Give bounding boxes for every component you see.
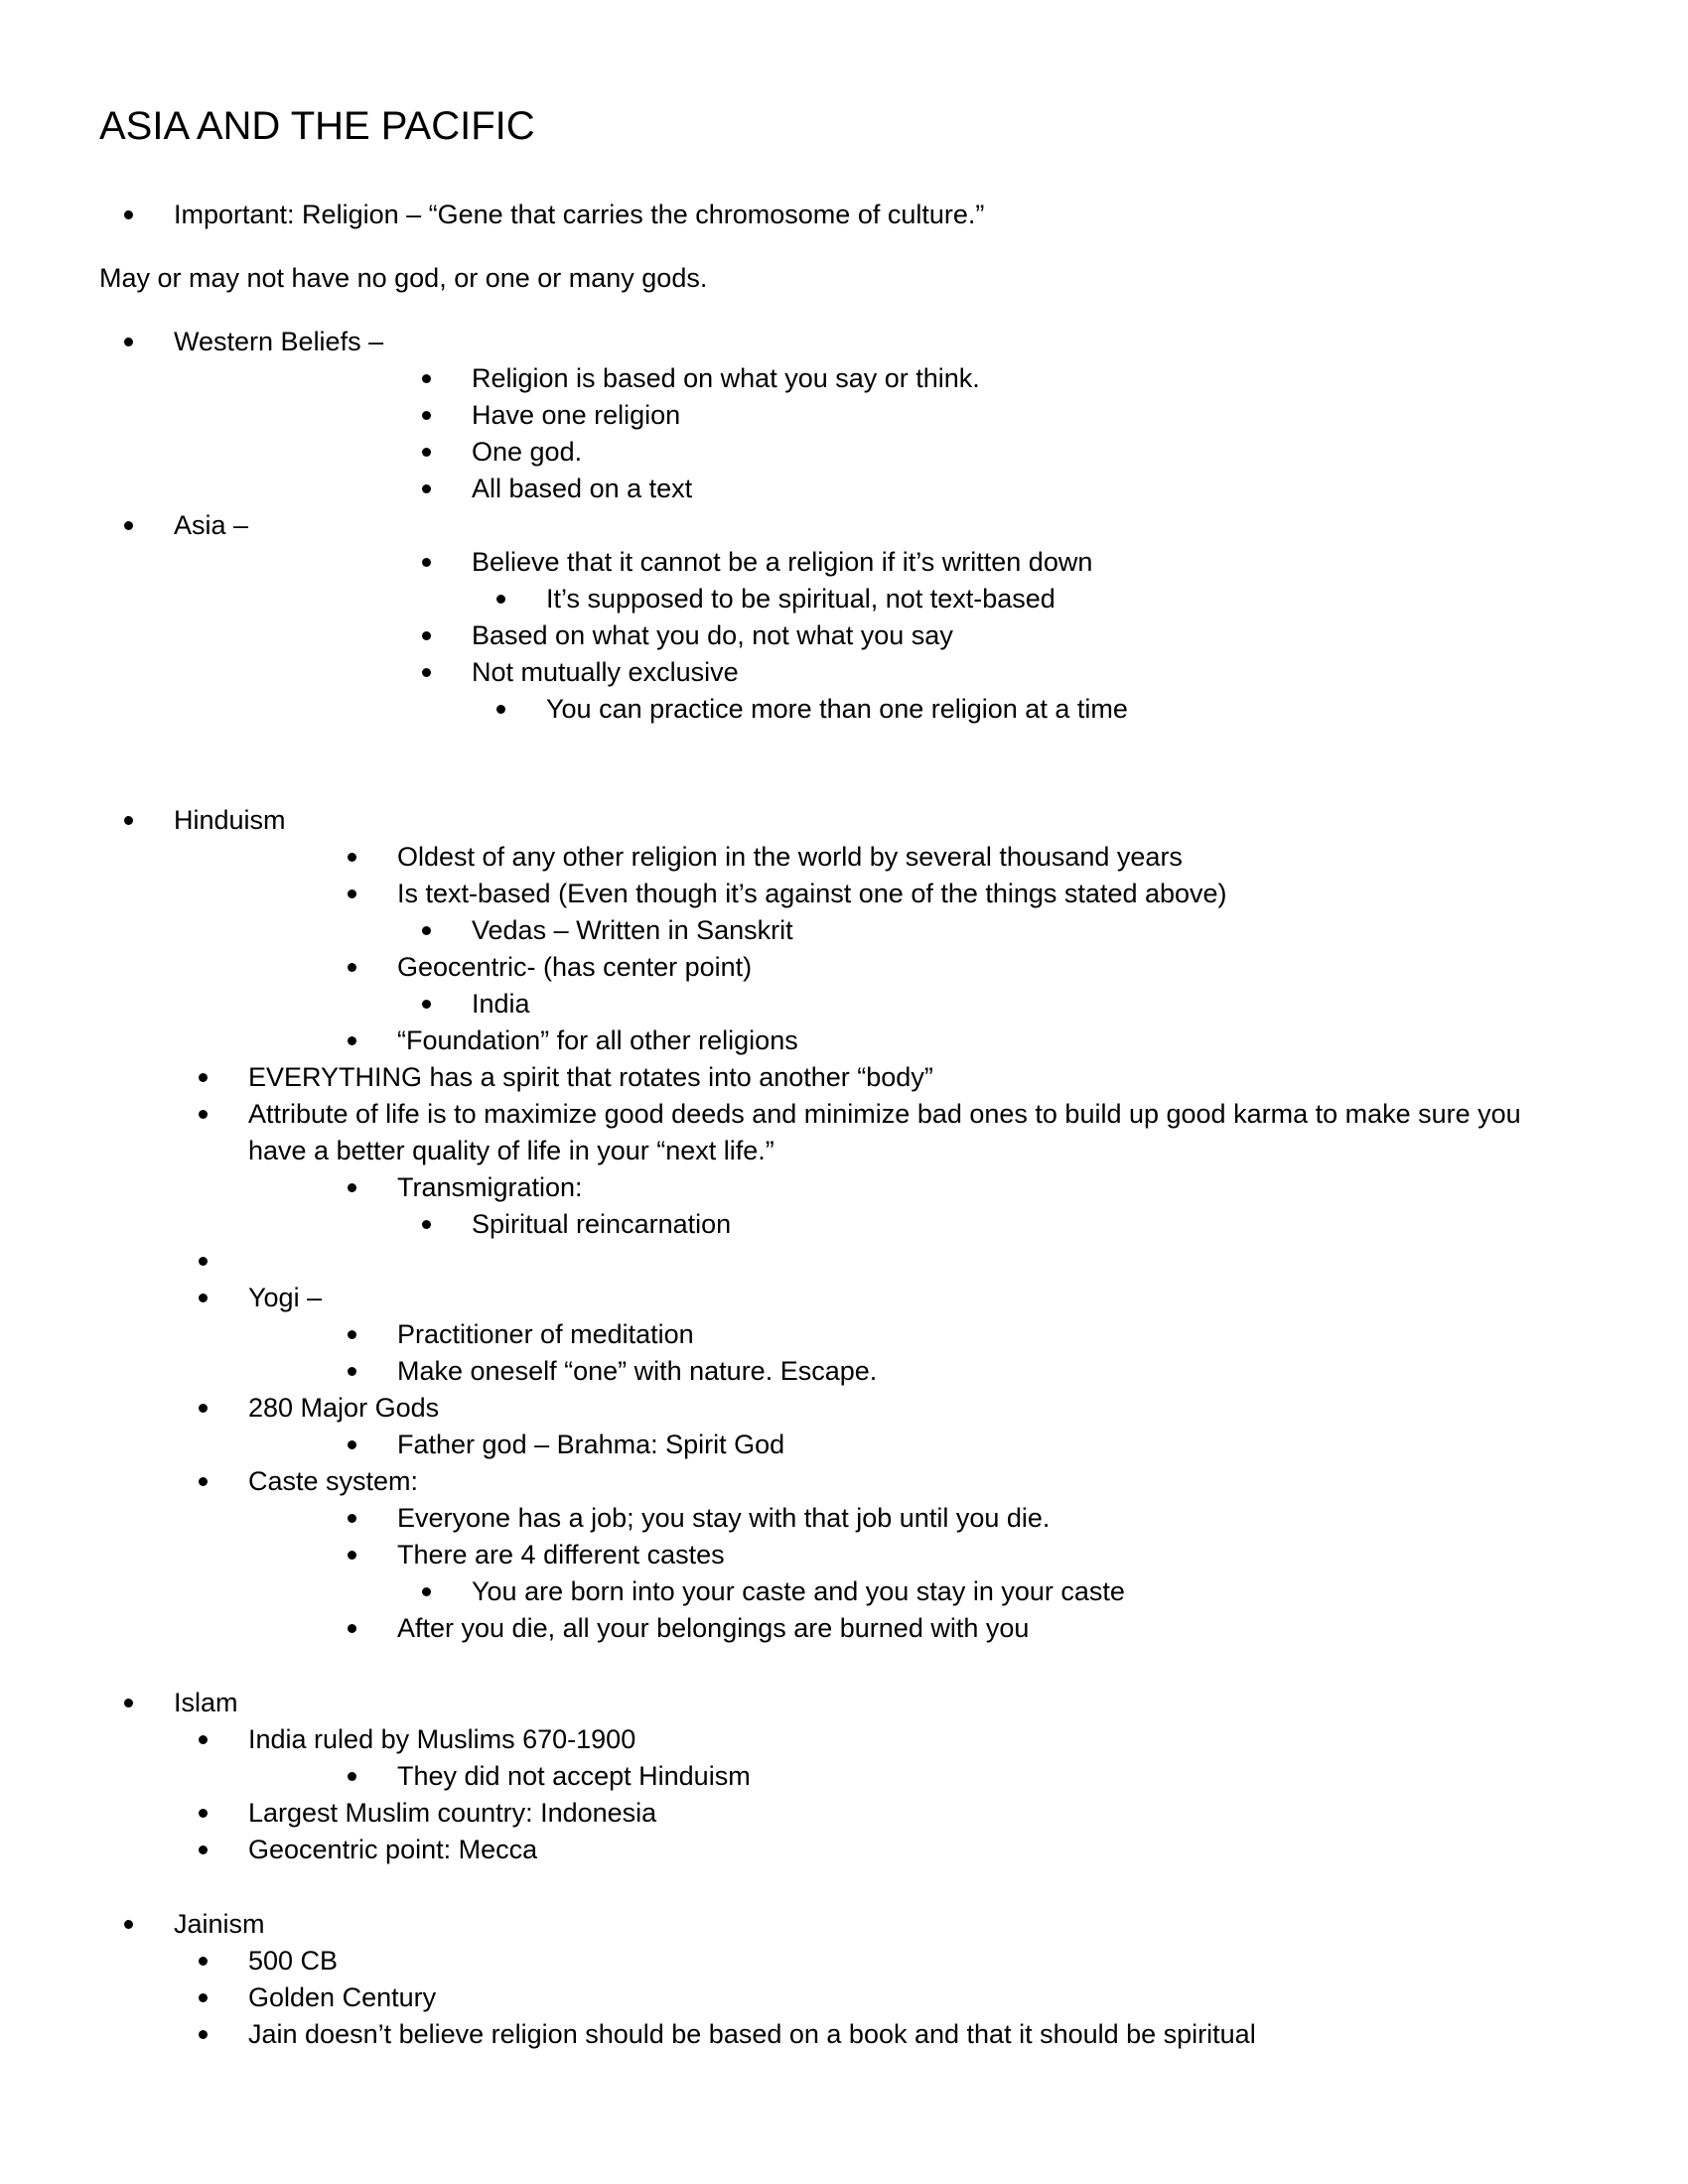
line-western-3: One god. <box>472 437 583 467</box>
bullet-important <box>124 210 133 219</box>
bullet-jain-2 <box>199 1993 208 2002</box>
line-islam-3: Geocentric point: Mecca <box>248 1835 538 1864</box>
line-jain-3: Jain doesn’t believe religion should be based on a book and that it should be spiritual <box>248 2019 1256 2049</box>
line-asia-1: Believe that it cannot be a religion if it’s written down <box>472 547 1093 577</box>
bullet-hindu-3a <box>422 1000 431 1009</box>
bullet-western-4 <box>422 484 431 493</box>
bullet-hindu-1 <box>348 853 356 862</box>
line-western-4: All based on a text <box>472 474 693 503</box>
line-western-2: Have one religion <box>472 400 681 430</box>
bullet-caste-3 <box>348 1624 356 1633</box>
bullet-asia-3 <box>422 668 431 677</box>
bullet-jain-3 <box>199 2030 208 2039</box>
line-islam-1: India ruled by Muslims 670-1900 <box>248 1724 636 1754</box>
line-gods-1: Father god – Brahma: Spirit God <box>397 1430 785 1459</box>
line-asia-3a: You can practice more than one religion at a time <box>546 694 1128 724</box>
line-hindu-6: Attribute of life is to maximize good deeds and minimize bad ones to build up good karma to make sure you <box>248 1099 1521 1129</box>
bullet-western-beliefs <box>124 338 133 346</box>
bullet-western-3 <box>422 448 431 457</box>
bullet-yogi-2 <box>348 1367 356 1376</box>
line-hindu-5: EVERYTHING has a spirit that rotates into another “body” <box>248 1062 933 1092</box>
bullet-gods <box>199 1404 208 1413</box>
line-jain-2: Golden Century <box>248 1982 437 2012</box>
line-may-or-may-not: May or may not have no god, or one or many gods. <box>99 263 708 293</box>
line-asia-3: Not mutually exclusive <box>472 657 739 687</box>
bullet-hindu-2 <box>348 889 356 898</box>
line-asia-1a: It’s supposed to be spiritual, not text-based <box>546 584 1055 614</box>
line-important: Important: Religion – “Gene that carries the chromosome of culture.” <box>174 200 985 229</box>
bullet-hindu-6a-i <box>422 1220 431 1229</box>
line-yogi-2: Make oneself “one” with nature. Escape. <box>397 1356 878 1386</box>
bullet-yogi <box>199 1294 208 1302</box>
bullet-hindu-2a <box>422 926 431 935</box>
line-hindu-1: Oldest of any other religion in the world by several thousand years <box>397 842 1183 872</box>
line-asia-2: Based on what you do, not what you say <box>472 620 953 650</box>
line-islam: Islam <box>174 1688 238 1717</box>
bullet-islam-1a <box>348 1772 356 1781</box>
bullet-caste-2 <box>348 1551 356 1560</box>
line-asia: Asia – <box>174 510 249 540</box>
line-gods: 280 Major Gods <box>248 1393 440 1423</box>
bullet-caste-1 <box>348 1514 356 1523</box>
bullet-asia-2 <box>422 631 431 640</box>
bullet-hindu-3 <box>348 963 356 972</box>
bullet-yogi-1 <box>348 1330 356 1339</box>
bullet-jain-1 <box>199 1957 208 1966</box>
bullet-islam-3 <box>199 1845 208 1854</box>
bullet-asia-1a <box>496 595 505 604</box>
bullet-hindu-6 <box>199 1110 208 1119</box>
bullet-islam-1 <box>199 1735 208 1744</box>
line-jainism: Jainism <box>174 1909 265 1939</box>
bullet-asia <box>124 521 133 530</box>
bullet-hindu-empty <box>199 1257 208 1266</box>
line-islam-1a: They did not accept Hinduism <box>397 1761 751 1791</box>
line-hindu-2a: Vedas – Written in Sanskrit <box>472 915 793 945</box>
bullet-asia-1 <box>422 558 431 567</box>
line-hindu-6-cont: have a better quality of life in your “next life.” <box>248 1136 774 1165</box>
bullet-hindu-5 <box>199 1073 208 1082</box>
line-western-1: Religion is based on what you say or think. <box>472 363 980 393</box>
line-jain-1: 500 CB <box>248 1946 339 1976</box>
bullet-gods-1 <box>348 1440 356 1449</box>
bullet-western-2 <box>422 411 431 420</box>
bullet-islam-2 <box>199 1809 208 1818</box>
line-yogi-1: Practitioner of meditation <box>397 1319 694 1349</box>
line-caste-2: There are 4 different castes <box>397 1540 725 1570</box>
line-caste-1: Everyone has a job; you stay with that job until you die. <box>397 1503 1051 1533</box>
bullet-hindu-6a <box>348 1183 356 1192</box>
line-hindu-3a: India <box>472 989 530 1019</box>
line-caste-2a: You are born into your caste and you stay in your caste <box>472 1576 1125 1606</box>
line-hindu-6a: Transmigration: <box>397 1172 583 1202</box>
bullet-caste <box>199 1477 208 1486</box>
line-islam-2: Largest Muslim country: Indonesia <box>248 1798 657 1828</box>
line-hindu-3: Geocentric- (has center point) <box>397 952 753 982</box>
line-yogi: Yogi – <box>248 1283 323 1312</box>
line-caste-3: After you die, all your belongings are burned with you <box>397 1613 1030 1643</box>
bullet-islam <box>124 1699 133 1707</box>
line-hinduism: Hinduism <box>174 805 286 835</box>
page-title: ASIA AND THE PACIFIC <box>99 104 535 148</box>
bullet-asia-3a <box>496 705 505 714</box>
line-western-beliefs: Western Beliefs – <box>174 327 384 356</box>
bullet-western-1 <box>422 374 431 383</box>
line-hindu-4: “Foundation” for all other religions <box>397 1025 798 1055</box>
line-caste: Caste system: <box>248 1466 419 1496</box>
line-hindu-6a-i: Spiritual reincarnation <box>472 1209 732 1239</box>
bullet-hinduism <box>124 816 133 825</box>
line-hindu-2: Is text-based (Even though it’s against one of the things stated above) <box>397 879 1227 908</box>
bullet-caste-2a <box>422 1587 431 1596</box>
bullet-hindu-4 <box>348 1036 356 1045</box>
bullet-jainism <box>124 1920 133 1929</box>
